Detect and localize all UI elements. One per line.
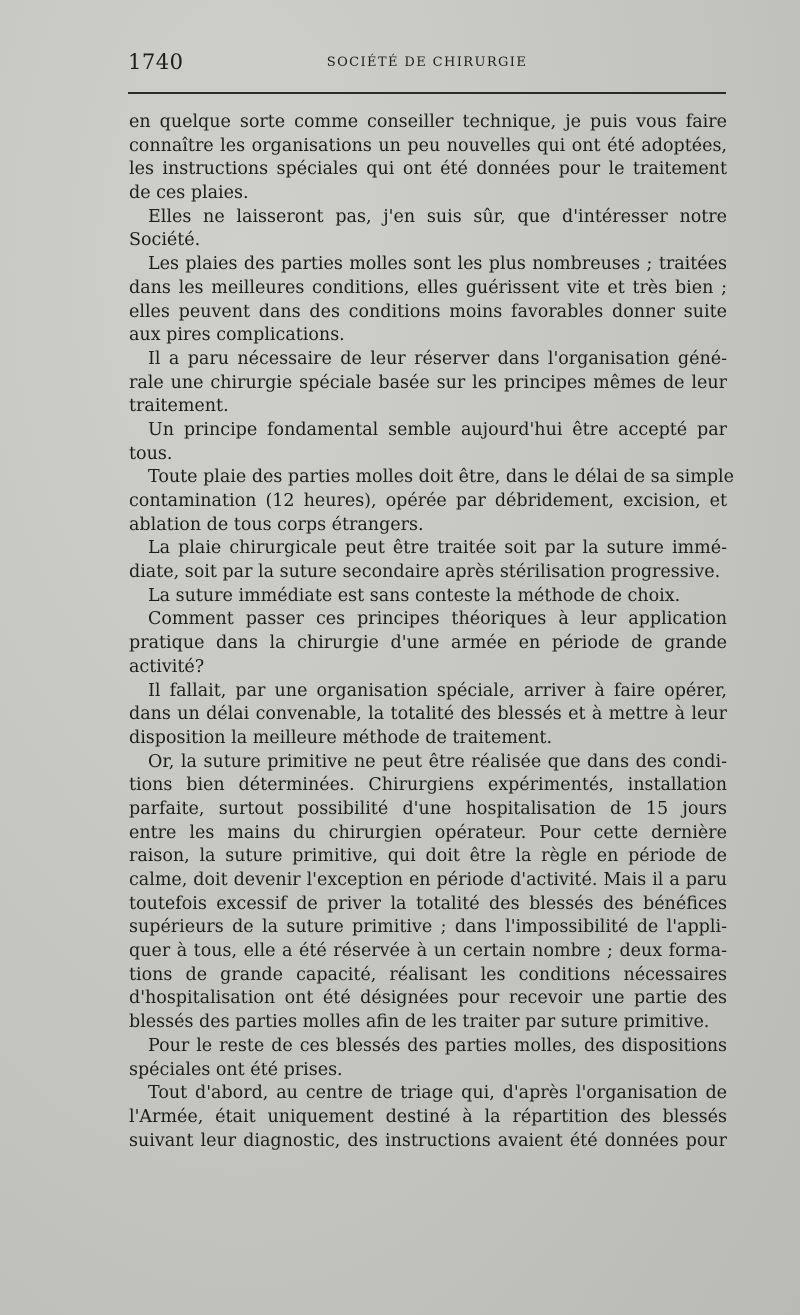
text-line: dans un délai convenable, la totalité des blessés et à mettre à leur: [129, 704, 727, 725]
text-line: La suture immédiate est sans conteste la méthode de choix.: [148, 585, 681, 606]
text-line: Pour le reste de ces blessés des parties molles, des dispositions: [148, 1035, 727, 1056]
text-line: entre les mains du chirurgien opérateur. Pour cette dernière: [129, 822, 727, 843]
body-text: [129, 111, 734, 1153]
text-line: en quelque sorte comme conseiller technique, je puis vous faire: [129, 112, 727, 132]
text-line: traitement.: [129, 396, 229, 417]
text-line: Toute plaie des parties molles doit être, dans le délai de sa simple: [148, 467, 734, 488]
text-line: dans les meilleures conditions, elles guérissent vite et très bien ;: [129, 277, 727, 298]
text-line: blessés des parties molles afin de les traiter par suture primitive.: [129, 1012, 710, 1033]
text-line: rale une chirurgie spéciale basée sur les principes mêmes de leur: [129, 372, 727, 393]
text-line: les instructions spéciales qui ont été données pour le traitement: [129, 159, 727, 180]
text-line: diate, soit par la suture secondaire après stérilisation progressive.: [129, 562, 721, 583]
page-header: [128, 50, 726, 80]
text-line: ablation de tous corps étrangers.: [129, 514, 424, 535]
text-line: Tout d'abord, au centre de triage qui, d'après l'organisation de: [148, 1083, 727, 1104]
text-line: Un principe fondamental semble aujourd'hui être accepté par: [148, 419, 727, 440]
text-line: calme, doit devenir l'exception en période d'activité. Mais il a paru: [129, 870, 727, 890]
text-line: l'Armée, était uniquement destiné à la répartition des blessés: [129, 1106, 727, 1127]
text-line: Elles ne laisseront pas, j'en suis sûr, que d'intéresser notre: [148, 206, 727, 227]
page-number: 1740: [128, 50, 184, 74]
text-line: Or, la suture primitive ne peut être réalisée que dans des condi-: [148, 751, 727, 772]
header-rule: [128, 92, 726, 94]
text-line: elles peuvent dans des conditions moins favorables donner suite: [129, 301, 727, 322]
text-line: d'hospitalisation ont été désignées pour recevoir une partie des: [129, 988, 727, 1009]
text-line: connaître les organisations un peu nouvelles qui ont été adoptées,: [129, 135, 727, 156]
text-line: quer à tous, elle a été réservée à un certain nombre ; deux forma-: [129, 941, 727, 962]
text-line: aux pires complications.: [129, 325, 345, 346]
text-line: activité?: [129, 656, 205, 677]
text-line: parfaite, surtout possibilité d'une hospitalisation de 15 jours: [129, 798, 727, 819]
text-line: tions bien déterminées. Chirurgiens expérimentés, installation: [129, 775, 727, 796]
text-line: supérieurs de la suture primitive ; dans l'impossibilité de l'appli-: [129, 917, 727, 938]
text-line: raison, la suture primitive, qui doit être la règle en période de: [129, 846, 727, 867]
text-line: pratique dans la chirurgie d'une armée en période de grande: [129, 633, 727, 654]
text-line: disposition la meilleure méthode de traitement.: [129, 727, 553, 748]
running-title: SOCIÉTÉ DE CHIRURGIE: [326, 55, 528, 70]
text-line: Il a paru nécessaire de leur réserver dans l'organisation géné-: [148, 348, 727, 369]
text-line: Il fallait, par une organisation spéciale, arriver à faire opérer,: [148, 680, 727, 701]
text-line: tions de grande capacité, réalisant les conditions nécessaires: [129, 964, 727, 985]
text-line: spéciales ont été prises.: [129, 1059, 343, 1080]
text-line: toutefois excessif de priver la totalité des blessés des bénéfices: [129, 893, 727, 914]
text-line: Comment passer ces principes théoriques à leur application: [148, 609, 727, 630]
text-line: contamination (12 heures), opérée par débridement, excision, et: [129, 491, 727, 511]
text-line: La plaie chirurgicale peut être traitée soit par la suture immé-: [148, 538, 727, 559]
text-line: Les plaies des parties molles sont les plus nombreuses ; traitées: [148, 254, 727, 275]
text-line: de ces plaies.: [129, 183, 249, 204]
text-line: Société.: [129, 230, 201, 251]
text-line: suivant leur diagnostic, des instructions avaient été données pour: [129, 1130, 727, 1151]
text-line: tous.: [129, 443, 173, 464]
